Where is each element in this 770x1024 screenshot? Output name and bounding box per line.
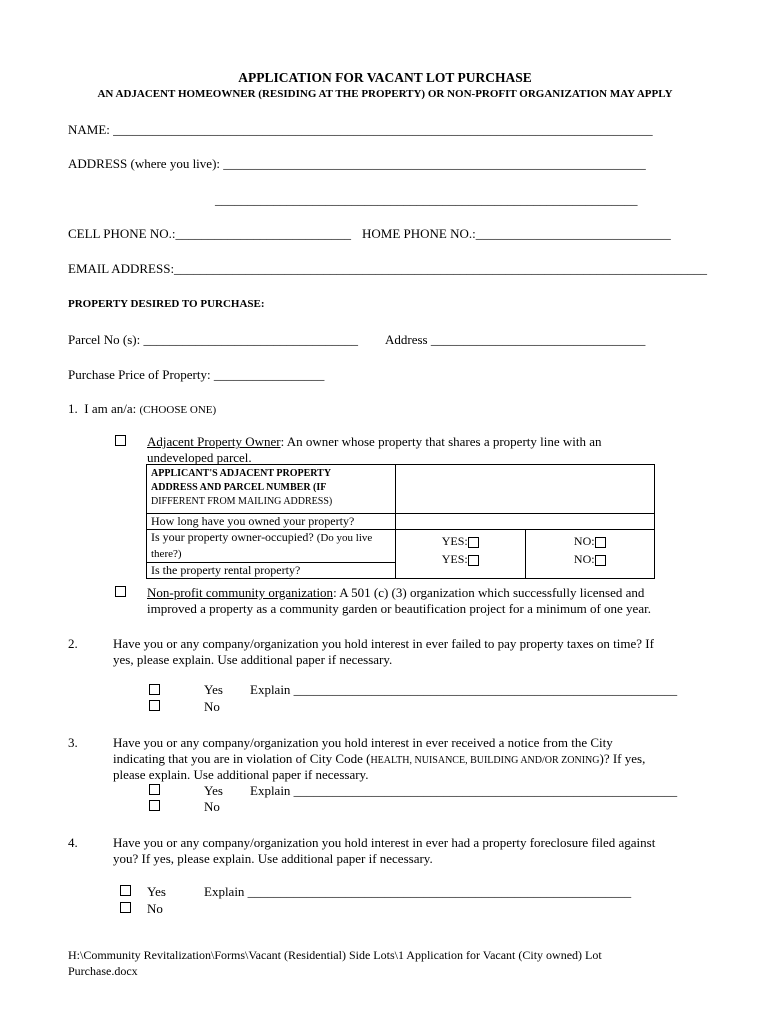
property-heading: PROPERTY DESIRED TO PURCHASE: [68, 298, 265, 310]
property-table [146, 464, 655, 579]
question-number: 1. [68, 401, 78, 416]
owner-occupied-yes-checkbox[interactable] [468, 537, 479, 548]
nonprofit-checkbox[interactable] [115, 586, 126, 597]
q3-no-checkbox[interactable] [149, 800, 160, 811]
q4-no-label: No [147, 901, 163, 916]
page-subtitle: AN ADJACENT HOMEOWNER (RESIDING AT THE PROPERTY) OR NON-PROFIT ORGANIZATION MAY APPLY [97, 88, 673, 100]
q2-explain-field[interactable]: Explain ___________________________________________________________ [250, 682, 678, 697]
yes-cell [396, 530, 526, 579]
name-field[interactable]: NAME: ___________________________________________________________________________________ [68, 122, 653, 137]
adjacent-owner-checkbox[interactable] [115, 435, 126, 446]
q2-no-label: No [204, 699, 220, 714]
table-row [147, 563, 396, 579]
question-3-text-line3: please explain. Use additional paper if necessary. [113, 767, 369, 782]
q2-no-checkbox[interactable] [149, 700, 160, 711]
purchase-price-field[interactable]: Purchase Price of Property: _________________ [68, 367, 325, 382]
property-address-field[interactable]: Address _________________________________ [385, 332, 646, 347]
q4-explain-field[interactable]: Explain ___________________________________________________________ [204, 884, 632, 899]
table-header-cell [147, 465, 396, 514]
q3-yes-label: Yes [204, 783, 223, 798]
q2-yes-label: Yes [204, 682, 223, 697]
question-1 [68, 401, 216, 417]
row-label: Is your property owner-occupied? [151, 530, 314, 544]
no-cell [525, 530, 655, 579]
question-3-text-part: )? If yes, [599, 751, 646, 766]
option-title: Adjacent Property Owner [147, 434, 281, 449]
footer-file-path: H:\Community Revitalization\Forms\Vacant (Residential) Side Lots\1 Application for Vacant (City owned) Lot [68, 948, 602, 962]
rental-yes-checkbox[interactable] [468, 555, 479, 566]
option-text: : A 501 (c) (3) organization which successfully licensed and [333, 585, 645, 600]
rental-no-checkbox[interactable] [595, 555, 606, 566]
choose-one-note: (CHOOSE ONE) [139, 404, 217, 416]
q3-no-label: No [204, 799, 220, 814]
adjacent-owner-label-line2: undeveloped parcel. [147, 450, 252, 465]
nonprofit-label [147, 585, 644, 601]
table-row [147, 530, 396, 563]
owner-occupied-no-checkbox[interactable] [595, 537, 606, 548]
q4-yes-checkbox[interactable] [120, 885, 131, 896]
row-note: (Do you live there?) [151, 532, 373, 560]
table-header-line: APPLICANT'S ADJACENT PROPERTY [151, 468, 332, 479]
table-header-line: ADDRESS AND PARCEL NUMBER (IF [151, 482, 327, 493]
address-field[interactable]: ADDRESS (where you live): _________________________________________________________________ [68, 156, 646, 171]
question-4-text: Have you or any company/organization you hold interest in ever had a property foreclosure filed against [113, 835, 656, 850]
question-2-text-line2: yes, please explain. Use additional paper if necessary. [113, 652, 393, 667]
question-4-text-line2: you? If yes, please explain. Use additional paper if necessary. [113, 851, 433, 866]
email-field[interactable]: EMAIL ADDRESS:__________________________________________________________________________________ [68, 261, 708, 276]
table-row [147, 514, 396, 530]
q4-yes-label: Yes [147, 884, 166, 899]
option-title: Non-profit community organization [147, 585, 334, 600]
no-label: NO: [573, 552, 595, 566]
question-2-number: 2. [68, 636, 78, 651]
table-header-line: DIFFERENT FROM MAILING ADDRESS) [151, 496, 333, 507]
page-title: APPLICATION FOR VACANT LOT PURCHASE [238, 70, 532, 85]
address-field-line2[interactable]: _________________________________________________________________ [215, 192, 638, 207]
q2-yes-checkbox[interactable] [149, 684, 160, 695]
adjacent-address-input-cell[interactable] [396, 465, 655, 514]
row-label: How long have you owned your property? [151, 514, 355, 528]
no-label: NO: [573, 534, 595, 548]
question-text: I am an/a: [84, 401, 137, 416]
question-2-text: Have you or any company/organization you hold interest in ever failed to pay property taxes on time? If [113, 636, 654, 651]
cell-phone-field[interactable]: CELL PHONE NO.:___________________________ [68, 226, 351, 241]
q4-no-checkbox[interactable] [120, 902, 131, 913]
ownership-duration-input[interactable] [396, 514, 655, 530]
question-3-text: Have you or any company/organization you hold interest in ever received a notice from the City [113, 735, 613, 750]
q3-explain-field[interactable]: Explain ___________________________________________________________ [250, 783, 678, 798]
question-3-number: 3. [68, 735, 78, 750]
question-3-text-part: indicating that you are in violation of City Code ( [113, 751, 371, 766]
violation-types: HEALTH, NUISANCE, BUILDING AND/OR ZONING [370, 755, 600, 766]
row-label: Is the property rental property? [151, 563, 301, 577]
parcel-field[interactable]: Parcel No (s): _________________________________ [68, 332, 358, 347]
q3-yes-checkbox[interactable] [149, 784, 160, 795]
option-text: : An owner whose property that shares a property line with an [280, 434, 602, 449]
nonprofit-label-line2: improved a property as a community garden or beautification project for a minimum of one year. [147, 601, 651, 616]
question-4-number: 4. [68, 835, 78, 850]
yes-label: YES: [441, 534, 468, 548]
adjacent-owner-label [147, 434, 602, 450]
footer-file-name: Purchase.docx [68, 964, 138, 978]
home-phone-field[interactable]: HOME PHONE NO.:______________________________ [362, 226, 671, 241]
yes-label: YES: [441, 552, 468, 566]
question-3-text-line2 [113, 751, 645, 767]
